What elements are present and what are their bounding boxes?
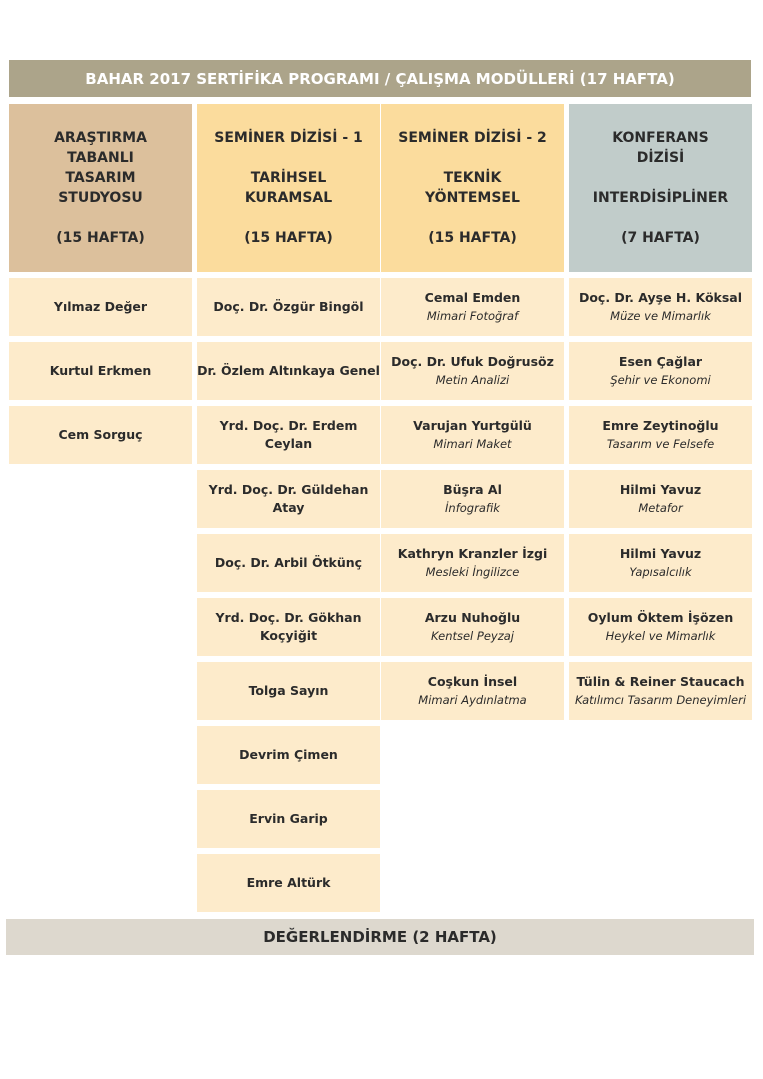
column-cells: [569, 278, 752, 720]
schedule-cell: [197, 278, 380, 336]
instructor-name: Doç. Dr. Ayşe H. Köksal: [578, 290, 743, 305]
column-cells: [381, 278, 564, 720]
instructor-name: Varujan Yurtgülü: [413, 418, 532, 433]
column-conference: [569, 104, 752, 726]
course-subject: Tasarım ve Felsefe: [606, 437, 715, 451]
schedule-cell: [569, 534, 752, 592]
instructor-name: Cemal Emden: [424, 290, 521, 305]
schedule-cell: [381, 662, 564, 720]
course-subject: Heykel ve Mimarlık: [605, 629, 716, 643]
instructor-name: Tolga Sayın: [248, 683, 329, 698]
schedule-cell: [569, 662, 752, 720]
column-header: [381, 104, 564, 272]
schedule-cell: [197, 534, 380, 592]
instructor-name: Coşkun İnsel: [427, 674, 518, 689]
course-subject: Mimari Maket: [433, 437, 512, 451]
evaluation-footer: DEĞERLENDİRME (2 HAFTA): [6, 919, 754, 955]
column-title: SEMİNER DİZİSİ - 2 TEKNİK YÖNTEMSEL: [398, 130, 547, 206]
instructor-name: Kathryn Kranzler İzgi: [397, 546, 548, 561]
instructor-name: Tülin & Reiner Staucach: [576, 674, 745, 689]
program-banner: BAHAR 2017 SERTİFİKA PROGRAMI / ÇALIŞMA MODÜLLERİ (17 HAFTA): [9, 60, 751, 97]
schedule-cell: [569, 406, 752, 464]
instructor-name: Hilmi Yavuz: [619, 482, 702, 497]
instructor-name: Emre Zeytinoğlu: [602, 418, 719, 433]
schedule-cell: [381, 342, 564, 400]
instructor-name: Cem Sorguç: [58, 427, 143, 442]
course-subject: Mesleki İngilizce: [425, 565, 520, 579]
instructor-name: Yrd. Doç. Dr. Gökhan Koçyiğit: [215, 610, 362, 643]
column-title: KONFERANS DİZİSİ INTERDİSİPLİNER: [592, 130, 729, 206]
instructor-name: Ervin Garip: [249, 811, 328, 826]
course-subject: Metin Analizi: [435, 373, 510, 387]
schedule-cell: [569, 278, 752, 336]
course-subject: Katılımcı Tasarım Deneyimleri: [574, 693, 747, 707]
schedule-cell: [197, 406, 380, 464]
course-subject: Yapısalcılık: [629, 565, 692, 579]
column-duration: (15 HAFTA): [244, 230, 333, 246]
column-seminar-2: [381, 104, 564, 726]
schedule-cell: [197, 726, 380, 784]
column-title: ARAŞTIRMA TABANLI TASARIM STUDYOSU: [54, 130, 147, 206]
instructor-name: Yrd. Doç. Dr. Güldehan Atay: [208, 482, 369, 515]
column-cells: [197, 278, 380, 912]
instructor-name: Devrim Çimen: [239, 747, 338, 762]
course-subject: Metafor: [638, 501, 683, 515]
schedule-cell: [197, 342, 380, 400]
schedule-cell: [381, 598, 564, 656]
schedule-cell: [197, 470, 380, 528]
schedule-cell: [569, 470, 752, 528]
schedule-cell: [9, 406, 192, 464]
instructor-name: Arzu Nuhoğlu: [424, 610, 521, 625]
schedule-cell: [197, 790, 380, 848]
instructor-name: Oylum Öktem İşözen: [587, 610, 734, 625]
schedule-cell: [381, 470, 564, 528]
course-subject: Şehir ve Ekonomi: [610, 373, 711, 387]
course-subject: Mimari Fotoğraf: [426, 309, 519, 323]
schedule-cell: [569, 598, 752, 656]
column-title: SEMİNER DİZİSİ - 1 TARİHSEL KURAMSAL: [214, 130, 363, 206]
course-subject: İnfografik: [445, 501, 500, 515]
instructor-name: Doç. Dr. Ufuk Doğrusöz: [391, 354, 554, 369]
column-duration: (15 HAFTA): [428, 230, 517, 246]
instructor-name: Dr. Özlem Altınkaya Genel: [197, 363, 380, 378]
course-subject: Müze ve Mimarlık: [610, 309, 711, 323]
instructor-name: Yılmaz Değer: [53, 299, 148, 314]
course-subject: Mimari Aydınlatma: [418, 693, 527, 707]
instructor-name: Yrd. Doç. Dr. Erdem Ceylan: [219, 418, 358, 451]
schedule-cell: [197, 598, 380, 656]
schedule-cell: [9, 342, 192, 400]
course-subject: Kentsel Peyzaj: [430, 629, 514, 643]
schedule-cell: [197, 854, 380, 912]
schedule-cell: [9, 278, 192, 336]
schedule-cell: [569, 342, 752, 400]
column-duration: (7 HAFTA): [621, 230, 700, 246]
instructor-name: Esen Çağlar: [618, 354, 703, 369]
instructor-name: Kurtul Erkmen: [49, 363, 152, 378]
instructor-name: Emre Altürk: [246, 875, 331, 890]
schedule-cell: [197, 662, 380, 720]
column-header: [569, 104, 752, 272]
instructor-name: Doç. Dr. Arbil Ötkünç: [214, 555, 363, 570]
instructor-name: Doç. Dr. Özgür Bingöl: [213, 299, 364, 314]
instructor-name: Büşra Al: [443, 482, 502, 497]
column-header: [197, 104, 380, 272]
column-research-studio: [9, 104, 192, 470]
column-seminar-1: [197, 104, 380, 918]
column-duration: (15 HAFTA): [56, 230, 145, 246]
column-cells: [9, 278, 192, 464]
column-header: [9, 104, 192, 272]
schedule-cell: [381, 534, 564, 592]
schedule-cell: [381, 278, 564, 336]
schedule-cell: [381, 406, 564, 464]
instructor-name: Hilmi Yavuz: [619, 546, 702, 561]
